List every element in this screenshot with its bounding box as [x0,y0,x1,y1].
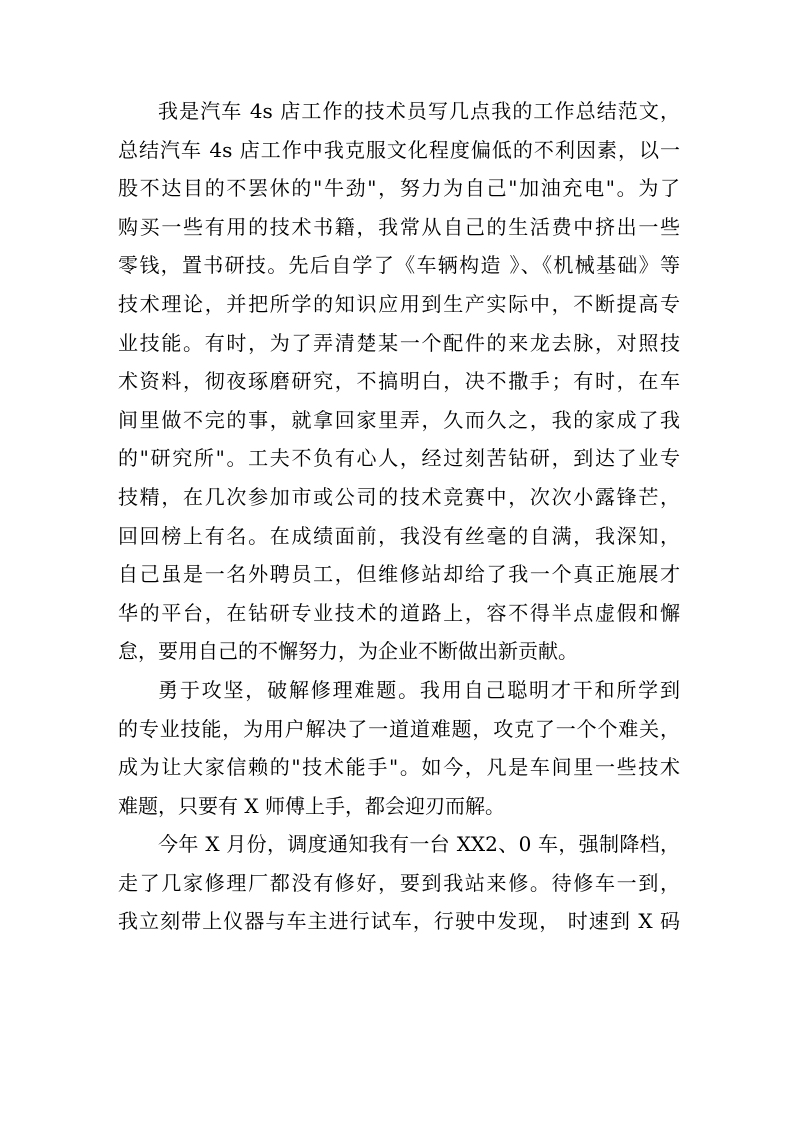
text-line: 的专业技能，为用户解决了一道道难题，攻克了一个个难关， [118,716,680,741]
text-line: 股不达目的不罢休的"牛劲"，努力为自己"加油充电"。为了 [118,176,680,201]
text-line: 术资料，彻夜琢磨研究，不搞明白，决不撒手；有时，在车 [118,369,680,394]
text-line: 我是汽车 4s 店工作的技术员写几点我的工作总结范文， [158,99,680,123]
text-line: 业技能。有时，为了弄清楚某一个配件的来龙去脉，对照技 [118,330,680,355]
text-line: 走了几家修理厂都没有修好，要到我站来修。待修车一到， [118,870,680,895]
text-line: 购买一些有用的技术书籍，我常从自己的生活费中挤出一些 [118,214,680,239]
document-body [118,92,680,941]
text-line: 怠，要用自己的不懈努力，为企业不断做出新贡献。 [118,639,578,664]
text-line: 回回榜上有名。在成绩面前，我没有丝毫的自满，我深知， [118,523,680,548]
text-line: 难题，只要有 X 师傅上手，都会迎刃而解。 [118,793,505,818]
text-line: 成为让大家信赖的"技术能手"。如今，凡是车间里一些技术 [118,755,680,780]
text-line: 的"研究所"。工夫不负有心人，经过刻苦钻研，到达了业专 [118,446,680,471]
text-line: 今年 X 月份，调度通知我有一台 XX2、0 车，强制降档， [158,832,680,857]
text-line: 华的平台，在钻研专业技术的道路上，容不得半点虚假和懈 [118,600,680,625]
text-line: 自己虽是一名外聘员工，但维修站却给了我一个真正施展才 [118,562,680,587]
text-line: 总结汽车 4s 店工作中我克服文化程度偏低的不利因素，以一 [118,137,680,162]
text-line: 间里做不完的事，就拿回家里弄，久而久之，我的家成了我 [118,407,680,432]
text-line: 技精，在几次参加市或公司的技术竞赛中，次次小露锋芒， [118,484,680,509]
text-line: 零钱，置书研技。先后自学了《车辆构造 》、《机械基础》等 [118,253,680,278]
text-line: 勇于攻坚，破解修理难题。我用自己聪明才干和所学到 [158,677,680,702]
text-line: 技术理论，并把所学的知识应用到生产实际中，不断提高专 [118,291,680,316]
text-line: 我立刻带上仪器与车主进行试车，行驶中发现， 时速到 X 码 [118,909,680,934]
